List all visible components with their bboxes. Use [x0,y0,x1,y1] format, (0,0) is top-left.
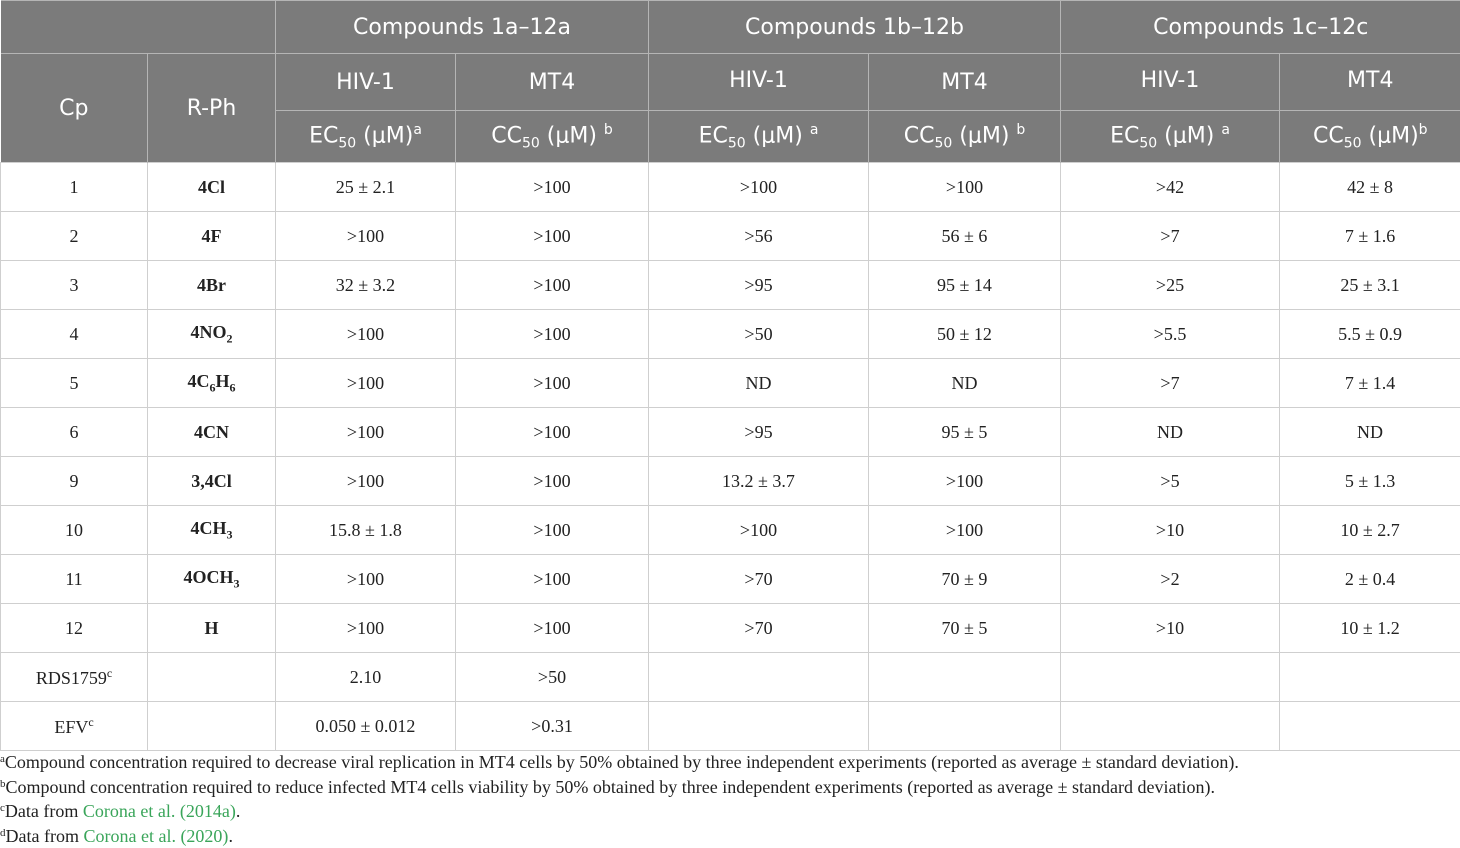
group-c-mt4-header: MT4 [1280,54,1460,111]
rph-cell: 4Cl [148,163,276,212]
group-a-hiv-header: HIV-1 [276,54,456,111]
footnote-c: $^c$Data from Corona et al. (2014a). [0,801,241,821]
table-row [1,702,1460,751]
cp-cell: 6 [1,408,148,457]
rph-cell: 4CN [148,408,276,457]
a-cc50-cell: >100 [456,506,649,555]
table-row [1,359,1460,408]
b-ec50-cell: >56 [649,212,869,261]
c-cc50-cell [1280,702,1460,751]
group-b-header: Compounds 1b–12b [649,1,1061,54]
a-cc50-cell: >100 [456,408,649,457]
b-cc50-cell: >100 [869,163,1061,212]
b-cc50-cell [869,653,1061,702]
b-cc50-cell: 50 ± 12 [869,310,1061,359]
table-row [1,310,1460,359]
c-ec50-cell: >7 [1061,359,1280,408]
rph-cell: 3,4Cl [148,457,276,506]
cp-cell: RDS1759$^c$ [1,653,148,702]
b-cc50-cell: 95 ± 5 [869,408,1061,457]
table-row [1,653,1460,702]
group-b-ec50-header: $EC_{50}$ (μM) $^a$ [649,111,869,163]
b-cc50-cell: ND [869,359,1061,408]
c-ec50-cell: >5 [1061,457,1280,506]
c-cc50-cell: 7 ± 1.4 [1280,359,1460,408]
a-ec50-cell: 0.050 ± 0.012 [276,702,456,751]
rph-header: R-Ph [148,54,276,163]
a-cc50-cell: >100 [456,163,649,212]
rph-cell: H [148,604,276,653]
footnote-d: $^d$Data from Corona et al. (2020). [0,825,233,846]
table-row [1,555,1460,604]
cp-cell: 9 [1,457,148,506]
a-ec50-cell: 25 ± 2.1 [276,163,456,212]
b-cc50-cell: 70 ± 9 [869,555,1061,604]
group-a-ec50-header: $EC_{50}$ $(\mu M)^a$ [276,111,456,163]
c-cc50-cell: 10 ± 2.7 [1280,506,1460,555]
b-ec50-cell: >70 [649,555,869,604]
group-b-cc50-header: $CC_{50}$ (μM) $^b$ [869,111,1061,163]
cp-cell: 2 [1,212,148,261]
a-ec50-cell: 32 ± 3.2 [276,261,456,310]
cp-cell: 11 [1,555,148,604]
c-cc50-cell: 2 ± 0.4 [1280,555,1460,604]
b-ec50-cell [649,702,869,751]
cp-cell: 4 [1,310,148,359]
header-row-groups [1,1,1460,54]
header-row-targets [1,54,1460,111]
b-ec50-cell: >95 [649,408,869,457]
a-ec50-cell: >100 [276,604,456,653]
footnote-b: $^b$Compound concentration required to reduce infected MT4 cells viability by 50% obtained by three independent experiments (reported as average ± standard deviation). [0,776,1215,797]
c-ec50-cell: >10 [1061,506,1280,555]
a-ec50-cell: >100 [276,555,456,604]
table-row [1,506,1460,555]
cp-header: Cp [1,54,148,163]
header-blank-cell [1,1,276,54]
c-ec50-cell: >42 [1061,163,1280,212]
a-cc50-cell: >50 [456,653,649,702]
a-cc50-cell: >100 [456,261,649,310]
a-cc50-cell: >100 [456,310,649,359]
b-cc50-cell: 95 ± 14 [869,261,1061,310]
c-ec50-cell: >2 [1061,555,1280,604]
a-ec50-cell: 15.8 ± 1.8 [276,506,456,555]
a-cc50-cell: >0.31 [456,702,649,751]
rph-cell: 4Br [148,261,276,310]
group-c-header: Compounds 1c–12c [1061,1,1460,54]
a-ec50-cell: 2.10 [276,653,456,702]
a-ec50-cell: >100 [276,408,456,457]
citation-link[interactable]: Corona et al. (2014a) [82,801,236,821]
c-cc50-cell: 7 ± 1.6 [1280,212,1460,261]
c-cc50-cell: 25 ± 3.1 [1280,261,1460,310]
a-ec50-cell: >100 [276,212,456,261]
rph-cell: $4CH_3$ [148,506,276,555]
table-row [1,604,1460,653]
a-cc50-cell: >100 [456,212,649,261]
group-b-hiv-header: HIV-1 [649,54,869,111]
c-cc50-cell: 10 ± 1.2 [1280,604,1460,653]
footnote-a: $^a$Compound concentration required to decrease viral replication in MT4 cells by 50% obtained by three independent experiments (reported as average ± standard deviation). [0,752,1239,772]
b-ec50-cell: ND [649,359,869,408]
c-cc50-cell: 5.5 ± 0.9 [1280,310,1460,359]
c-cc50-cell: 5 ± 1.3 [1280,457,1460,506]
c-cc50-cell [1280,653,1460,702]
rph-cell: $4C_6H_6$ [148,359,276,408]
group-b-mt4-header: MT4 [869,54,1061,111]
c-cc50-cell: ND [1280,408,1460,457]
b-cc50-cell: >100 [869,506,1061,555]
b-ec50-cell: >95 [649,261,869,310]
b-cc50-cell: 56 ± 6 [869,212,1061,261]
table-row [1,212,1460,261]
b-ec50-cell: >100 [649,163,869,212]
table-row [1,261,1460,310]
a-cc50-cell: >100 [456,604,649,653]
group-c-hiv-header: HIV-1 [1061,54,1280,111]
citation-link[interactable]: Corona et al. (2020) [83,825,229,846]
c-ec50-cell: >7 [1061,212,1280,261]
a-ec50-cell: >100 [276,359,456,408]
rph-cell: $4OCH_3$ [148,555,276,604]
a-cc50-cell: >100 [456,555,649,604]
b-cc50-cell: 70 ± 5 [869,604,1061,653]
b-ec50-cell: >100 [649,506,869,555]
b-cc50-cell: >100 [869,457,1061,506]
rph-cell [148,702,276,751]
group-c-cc50-header: $CC_{50}$ $(\mu M)^b$ [1280,111,1460,163]
cp-cell: 10 [1,506,148,555]
table-row [1,163,1460,212]
c-ec50-cell [1061,653,1280,702]
table-row [1,457,1460,506]
cp-cell: EFV$^c$ [1,702,148,751]
cp-cell: 3 [1,261,148,310]
group-a-cc50-header: $CC_{50}$ (μM) $^b$ [456,111,649,163]
a-cc50-cell: >100 [456,359,649,408]
c-ec50-cell: ND [1061,408,1280,457]
cp-cell: 1 [1,163,148,212]
group-a-mt4-header: MT4 [456,54,649,111]
a-ec50-cell: >100 [276,457,456,506]
group-a-header: Compounds 1a–12a [276,1,649,54]
a-cc50-cell: >100 [456,457,649,506]
b-ec50-cell: 13.2 ± 3.7 [649,457,869,506]
rph-cell: 4F [148,212,276,261]
group-c-ec50-header: $EC_{50}$ (μM) $^a$ [1061,111,1280,163]
c-cc50-cell: 42 ± 8 [1280,163,1460,212]
c-ec50-cell [1061,702,1280,751]
footnotes [0,750,1460,848]
b-ec50-cell: >70 [649,604,869,653]
cp-cell: 12 [1,604,148,653]
rph-cell [148,653,276,702]
rph-cell: $4NO_2$ [148,310,276,359]
b-cc50-cell [869,702,1061,751]
cp-cell: 5 [1,359,148,408]
b-ec50-cell: >50 [649,310,869,359]
c-ec50-cell: >10 [1061,604,1280,653]
c-ec50-cell: >5.5 [1061,310,1280,359]
c-ec50-cell: >25 [1061,261,1280,310]
table-row [1,408,1460,457]
a-ec50-cell: >100 [276,310,456,359]
b-ec50-cell [649,653,869,702]
